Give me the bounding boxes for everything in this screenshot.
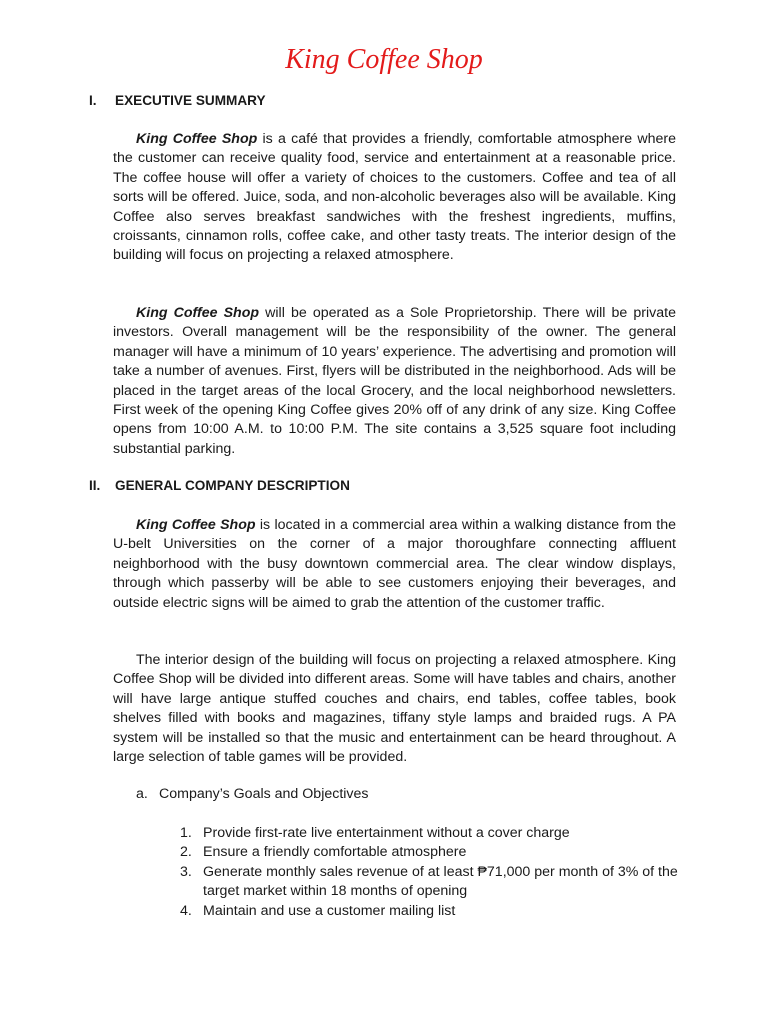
list-item [180, 843, 680, 862]
company-name-lead: King Coffee Shop [136, 131, 258, 147]
executive-summary-paragraph-1 [113, 130, 676, 266]
company-description-paragraph-1 [113, 516, 676, 613]
list-number: 4. [180, 902, 192, 919]
paragraph-text: will be operated as a Sole Proprietorship. There will be private investors. Overall management will be the responsibility of the owner. The general manager will have a minimum of 10 years’ experience. The advertising and promotion will take a number of avenues. First, flyers will be distributed in the neighborhood. Ads will be placed in the target areas of the local Grocery, and the local neighborhood newsletters. First week of the opening King Coffee gives 20% off of any drink of any size. King Coffee opens from 10:00 A.M. to 10:00 P.M. The site contains a 3,525 square foot including substantial parking. [113, 305, 676, 457]
list-item-text: Provide first-rate live entertainment without a cover charge [203, 825, 570, 841]
section-title: GENERAL COMPANY DESCRIPTION [115, 478, 350, 493]
list-item [180, 902, 680, 921]
goals-list [180, 824, 680, 921]
list-item-text: Generate monthly sales revenue of at least ₱71,000 per month of 3% of the target market within 18 months of opening [203, 863, 678, 900]
paragraph-text: The interior design of the building will focus on projecting a relaxed atmosphere. King Coffee Shop will be divided into different areas. Some will have tables and chairs, another will have large antique stuffed couches and chairs, end tables, coffee tables, book shelves filled with books and magazines, tiffany style lamps and braided rugs. A PA system will be installed so that the music and entertainment can be heard throughout. A large selection of table games will be provided. [113, 652, 676, 766]
section-heading-general-company-description [89, 478, 350, 493]
subsection-title: Company’s Goals and Objectives [159, 786, 369, 802]
paragraph-text: is a café that provides a friendly, comfortable atmosphere where the customer can receive quality food, service and entertainment at a reasonable price. The coffee house will offer a variety of choices to the customers. Coffee and tea of all sorts will be offered. Juice, soda, and non-alcoholic beverages also will be available. King Coffee also serves breakfast sandwiches with the freshest ingredients, muffins, croissants, cinnamon rolls, coffee cake, and other tasty treats. The interior design of the building will focus on projecting a relaxed atmosphere. [113, 131, 676, 264]
paragraph-text: is located in a commercial area within a walking distance from the U-belt Universities on the corner of a major thoroughfare connecting affluent neighborhood with the busy downtown commercial area. The clear window displays, through which passerby will be able to see customers enjoying their beverages, and outside electric signs will be aimed to grab the attention of the customer traffic. [113, 517, 676, 611]
section-number: I. [89, 93, 97, 108]
section-title: EXECUTIVE SUMMARY [115, 93, 266, 108]
section-number: II. [89, 478, 101, 493]
list-number: 1. [180, 825, 192, 841]
company-name-lead: King Coffee Shop [136, 305, 260, 321]
section-heading-executive-summary [89, 93, 266, 108]
list-number: 2. [180, 844, 192, 861]
company-description-paragraph-2 [113, 651, 676, 767]
executive-summary-paragraph-2 [113, 304, 676, 459]
subsection-heading-goals [136, 786, 369, 802]
list-item-text: Ensure a friendly comfortable atmosphere [203, 844, 467, 861]
list-item-text: Maintain and use a customer mailing list [203, 902, 456, 919]
list-item [180, 863, 680, 902]
subsection-letter: a. [136, 786, 148, 802]
company-name-lead: King Coffee Shop [136, 517, 256, 533]
list-item [180, 824, 680, 843]
document-title: King Coffee Shop [285, 44, 483, 75]
list-number: 3. [180, 863, 192, 880]
